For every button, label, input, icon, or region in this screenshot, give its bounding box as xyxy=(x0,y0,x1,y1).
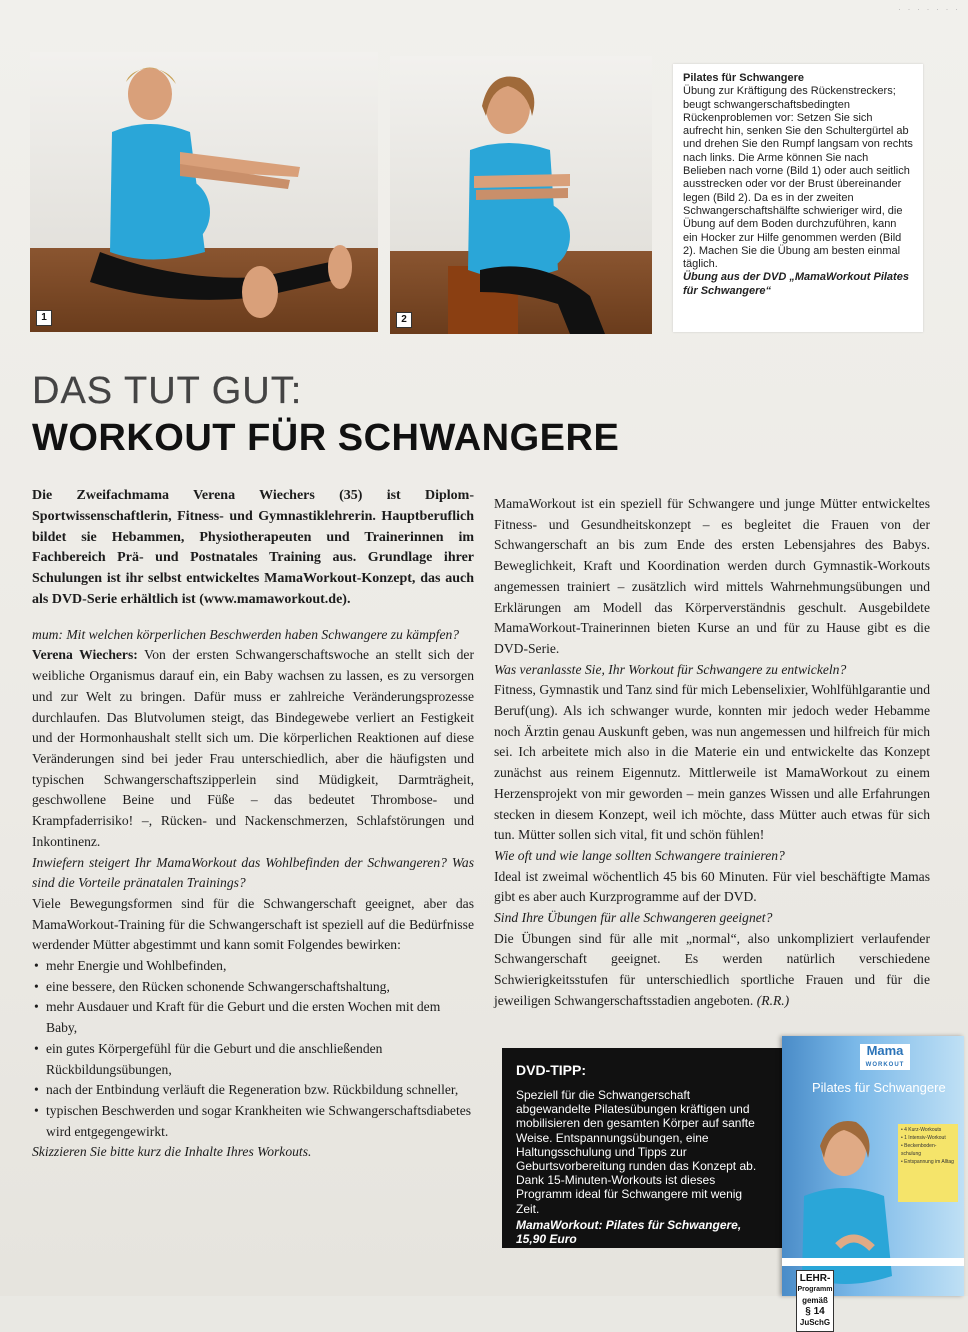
dvd-cover-tags: • 4 Kurz-Workouts • 1 Intensiv-Workout • Beckenboden-schulung • Entspannung im Alltag xyxy=(898,1124,958,1202)
left-column xyxy=(32,486,474,1163)
caption-source: Übung aus der DVD „MamaWorkout Pilates für Schwangere“ xyxy=(683,271,909,297)
dvd-tip-body: Speziell für die Schwangerschaft abgewandelte Pilatesübungen kräftigen und mobilisieren den gesamten Körper auf sanfte Weise. Entspannungsübungen, eine Haltungsschulung und Tipps zur Geburtsvorbereitung runden das Konzept ab. Dank 15-Minuten-Workouts ist dieses Programm ideal für Schwangere mit wenig Zeit. xyxy=(516,1088,757,1216)
list-item: • typischen Beschwerden und sogar Krankheiten wie Schwangerschaftsdiabetes wird entgegengewirkt. xyxy=(32,1101,474,1142)
answer-6-text: Die Übungen sind für alle mit „normal“, also unkompliziert verlaufender Schwangerschaft geeignet. Es werden natürlich verschiedene Schwierigkeitsstufen für unterschiedlich sportliche Frauen und für die jeweiligen Schwangerschaftsstadien angeboten. xyxy=(494,930,930,1008)
answer-1 xyxy=(32,645,474,852)
question-1: mum: Mit welchen körperlichen Beschwerden haben Schwangere zu kämpfen? xyxy=(32,626,460,642)
lead-paragraph: Die Zweifachmama Verena Wiechers (35) ist Diplom-Sportwissenschaftlerin, Fitness- und Gymnastiklehrerin. Hauptberuflich bildet sie Hebammen, Physiotherapeuten und Trainerinnen im Fachbereich Prä- und Postnatales Training aus. Grundlage ihrer Schulungen ist ihr selbst entwickeltes MamaWorkout-Konzept, das auch als DVD-Serie erhältlich ist (www.mamaworkout.de). xyxy=(32,488,474,607)
question-4: Was veranlasste Sie, Ihr Workout für Schwangere zu entwickeln? xyxy=(494,661,847,677)
caption-title: Pilates für Schwangere xyxy=(683,72,805,84)
answer-4: Fitness, Gymnastik und Tanz sind für mich Lebenselixier, Wohlfühlgarantie und Beruf(ung). Als ich schwanger wurde, konnten mir jedoch weder Hebamme noch Ärztin genau Auskunft geben, was nun angemessen und hilfreich für mich sei. Ich arbeitete mich also in die Materie ein und entwickelte das Konzept zunächst aus reinem Eigennutz. Mittlerweile ist MamaWorkout zu einem Herzensprojekt von mir geworden – mein ganzes Wissen und alle Erfahrungen stecken in diesem Konzept, weil ich möchte, dass Mütter auch etwas für sich tun. Mütter sollen sich vital, fit und schön fühlen! xyxy=(494,682,930,843)
dvd-cover-title: Pilates für Schwangere xyxy=(812,1080,946,1095)
photo-2-number: 2 xyxy=(396,312,412,328)
answer-2: Viele Bewegungsformen sind für die Schwangerschaft geeignet, aber das MamaWorkout-Training für die Schwangerschaft ist speziell auf die Bedürfnisse werdender Mütter abgestimmt und kann somit Folgendes bewirken: xyxy=(32,895,474,953)
photo-2-figure xyxy=(390,56,652,334)
list-item: • eine bessere, den Rücken schonende Schwangerschaftshaltung, xyxy=(32,977,474,998)
benefits-list xyxy=(32,956,474,1142)
exercise-caption xyxy=(673,64,923,332)
author-initials: (R.R.) xyxy=(756,992,790,1008)
answer-5: Ideal ist zweimal wöchentlich 45 bis 60 Minuten. Für viel beschäftigte Mamas gibt es aber auch Kurzprogramme auf der DVD. xyxy=(494,868,930,905)
headline: WORKOUT FÜR SCHWANGERE xyxy=(32,417,620,459)
photo-2 xyxy=(390,56,652,334)
right-column xyxy=(494,494,930,1012)
photo-1-number: 1 xyxy=(36,310,52,326)
list-item: • nach der Entbindung verläuft die Regeneration bzw. Rückbildung schneller, xyxy=(32,1080,474,1101)
kicker: DAS TUT GUT: xyxy=(32,370,303,412)
dvd-cover-stripe xyxy=(782,1258,964,1266)
dvd-tip-price: 15,90 Euro xyxy=(516,1231,577,1246)
photo-1-figure xyxy=(30,52,378,332)
perforation-mark: · · · · · · · xyxy=(898,4,960,14)
answer-3: MamaWorkout ist ein speziell für Schwangere und junge Mütter entwickeltes Fitness- und Gesundheitskonzept – es begleitet die Frauen von der Schwangerschaft an bis zum Ende des ersten Lebensjahres des Babys. Beweglichkeit, Kraft und Koordination werden durch Gymnastik-Workouts angemessen trainiert – zusätzlich wird mittels Wahrnehmungsübungen und Erklärungen am Modell das Körperverständnis geschult. Ausgebildete MamaWorkout-Trainerinnen bieten Kurse an und für zu Hause gibt es die DVD-Serie. xyxy=(494,496,930,656)
list-item: • mehr Ausdauer und Kraft für die Geburt und die ersten Wochen mit dem Baby, xyxy=(32,997,474,1038)
dvd-tip-title: DVD-TIPP: xyxy=(516,1062,586,1078)
speaker-name: Verena Wiechers: xyxy=(32,647,138,663)
age-rating-badge: LEHR- Programm gemäß § 14 JuSchG xyxy=(796,1270,834,1332)
photo-1 xyxy=(30,52,378,332)
dvd-logo: Mama WORKOUT xyxy=(860,1044,910,1070)
question-3: Skizzieren Sie bitte kurz die Inhalte Ihres Workouts. xyxy=(32,1144,312,1160)
caption-body: Übung zur Kräftigung des Rückenstreckers; beugt schwangerschaftsbedingten Rückenproblemen vor: Setzen Sie sich aufrecht hin, senken Sie den Schultergürtel ab und drehen Sie den Rumpf langsam von rechts nach links. Die Arme können Sie nach Belieben nach vorne (Bild 1) oder auch seitlich ausstrecken oder vor der Brust übereinander legen (Bild 2). Da es in der zweiten Schwangerschaftshälfte schwieriger wird, die Übung auf dem Boden durchzuführen, kann ein Hocker zur Hilfe genommen werden (Bild 2). Machen Sie die Übung am besten einmal täglich. xyxy=(683,85,913,271)
dvd-tip-product: MamaWorkout: Pilates für Schwangere, xyxy=(516,1217,742,1232)
question-5: Wie oft und wie lange sollten Schwangere trainieren? xyxy=(494,847,785,863)
dvd-tip-box xyxy=(502,1048,784,1248)
answer-1-text: Von der ersten Schwangerschaftswoche an stellt sich der weibliche Organismus darauf ein, ein Baby wachsen zu lassen, es zu versorgen und zur Welt zu bringen. Dafür muss er zahlreiche Veränderungsprozesse durchlaufen. Das Blutvolumen steigt, das Bindegewebe verliert an Festigkeit und der Hormonhaushalt stellt sich um. Die körperlichen Reaktionen auf diese Veränderungen sind bei jeder Frau unterschiedlich, aber die häufigsten und typischen Schwangerschaftszipperlein sind Müdigkeit, Darmträgheit, geschwollene Beine und Füße – das bedeutet Thrombose- und Krampfaderrisiko! –, Rücken- und Nackenschmerzen, Schlafstörungen und Inkontinenz. xyxy=(32,647,474,849)
list-item: • ein gutes Körpergefühl für die Geburt und die anschließenden Rückbildungsübungen, xyxy=(32,1039,474,1080)
list-item: • mehr Energie und Wohlbefinden, xyxy=(32,956,474,977)
answer-6 xyxy=(494,929,930,1012)
question-2: Inwiefern steigert Ihr MamaWorkout das Wohlbefinden der Schwangeren? Was sind die Vorteile pränatalen Trainings? xyxy=(32,854,474,891)
question-6: Sind Ihre Übungen für alle Schwangeren geeignet? xyxy=(494,910,773,926)
dvd-cover xyxy=(782,1036,964,1327)
